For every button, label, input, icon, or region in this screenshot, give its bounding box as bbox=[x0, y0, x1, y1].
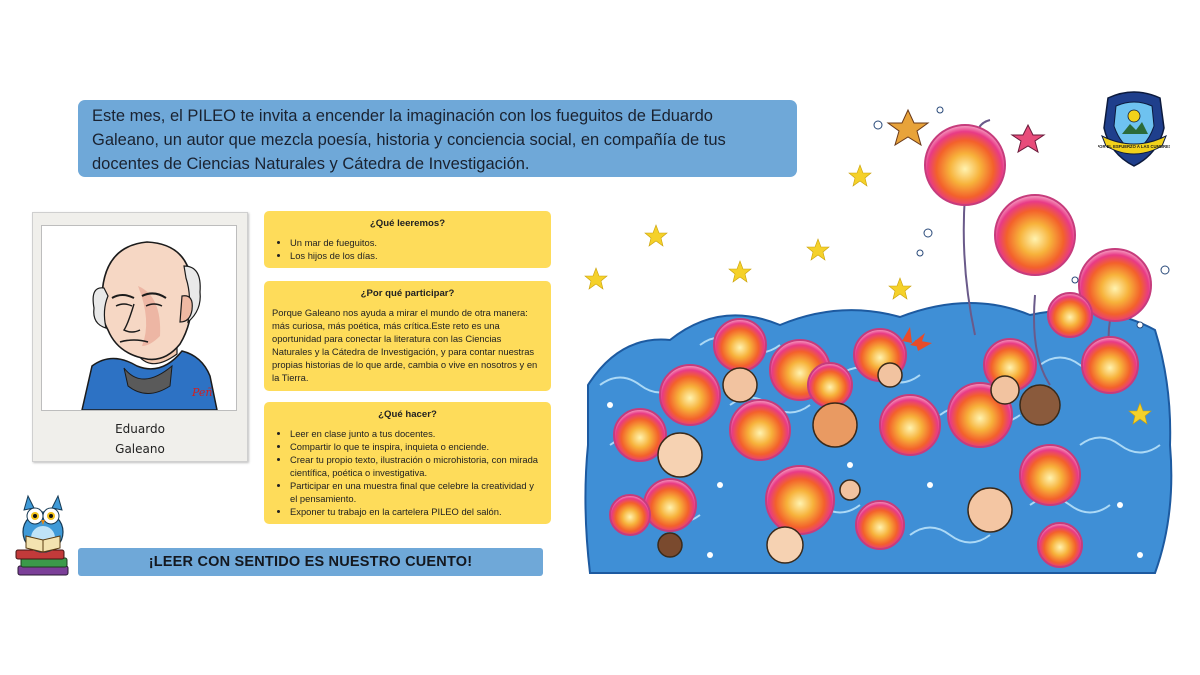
caricature-signature: Peñ bbox=[192, 386, 213, 399]
why-participate-box bbox=[264, 281, 551, 391]
author-name-first: Eduardo bbox=[115, 422, 165, 436]
slogan-text: ¡LEER CON SENTIDO ES NUESTRO CUENTO! bbox=[148, 554, 473, 570]
list-item: • Un mar de fueguitos. bbox=[290, 236, 543, 249]
list-item: • Crear tu propio texto, ilustración o microhistoria, con mirada científica, poética o investigativa. bbox=[290, 453, 543, 479]
list-item: • Compartir lo que te inspira, inquieta o enciende. bbox=[290, 440, 543, 453]
why-participate-title: ¿Por qué participar? bbox=[360, 288, 455, 299]
author-name-last: Galeano bbox=[115, 442, 165, 456]
owl-books-icon bbox=[12, 488, 74, 584]
author-portrait-card bbox=[32, 212, 248, 462]
slogan-banner bbox=[78, 548, 543, 576]
list-item: • Exponer tu trabajo en la cartelera PILEO del salón. bbox=[290, 505, 543, 518]
author-name bbox=[33, 419, 247, 459]
list-item: • Leer en clase junto a tus docentes. bbox=[290, 427, 543, 440]
what-to-do-box bbox=[264, 402, 551, 524]
sea-of-fires-illustration bbox=[580, 85, 1180, 575]
what-to-do-title: ¿Qué hacer? bbox=[378, 409, 437, 420]
author-caricature bbox=[41, 225, 237, 411]
crest-motto: POR EL ESFUERZO A LAS CUMBRES bbox=[1098, 144, 1170, 149]
why-participate-text: Porque Galeano nos ayuda a mirar el mundo de otra manera: más curiosa, más poética, más crítica.Este reto es una oportunidad para conectar la literatura con las Ciencias Naturales y la Cátedra de Investigación, y para contar nuestras propias historias de lo que arde, cambia o vive en nosotros y en la Tierra. bbox=[272, 307, 538, 383]
reading-list-title: ¿Qué leeremos? bbox=[369, 218, 446, 229]
reading-list-box bbox=[264, 211, 551, 268]
list-item: • Los hijos de los días. bbox=[290, 249, 543, 262]
list-item: • Participar en una muestra final que celebre la creatividad y el pensamiento. bbox=[290, 479, 543, 505]
intro-text: Este mes, el PILEO te invita a encender la imaginación con los fueguitos de Eduardo Galeano, un autor que mezcla poesía, historia y conciencia social, en compañía de tus docentes de Ciencias Naturales y Cátedra de Investigación. bbox=[92, 107, 726, 173]
